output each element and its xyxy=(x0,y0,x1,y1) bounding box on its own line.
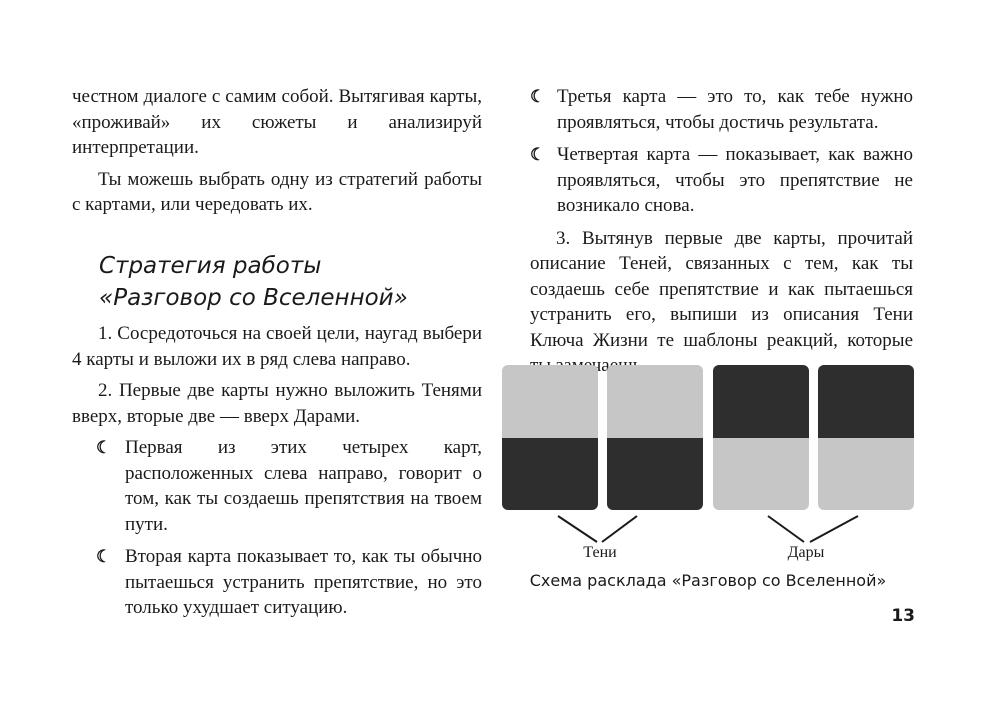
connector-line xyxy=(768,516,804,542)
section-heading xyxy=(99,250,479,314)
moon-bullet-icon: ☾ xyxy=(530,87,546,106)
connector-line xyxy=(810,516,858,542)
bullet-text: Третья карта — это то, как тебе нужно проявляться, чтобы достичь результата. xyxy=(557,86,913,133)
card-2-shadow xyxy=(607,365,703,510)
card-3-gift xyxy=(713,365,809,510)
card-1-shadow xyxy=(502,365,598,510)
page-number: 13 xyxy=(891,606,915,626)
label-gifts: Дары xyxy=(787,544,825,561)
connector-line xyxy=(558,516,597,542)
moon-bullet-icon: ☾ xyxy=(530,145,546,164)
diagram-caption: Схема расклада «Разговор со Вселенной» xyxy=(529,571,887,590)
card-bottom-half xyxy=(502,438,598,511)
card-bottom-half xyxy=(607,438,703,511)
bullet-second-card xyxy=(72,544,482,621)
card-spread-diagram xyxy=(502,365,914,510)
step-1: 1. Сосредоточься на своей цели, наугад выбери 4 карты и выложи их в ряд слева направо. xyxy=(72,323,482,370)
bullet-text: Вторая карта показывает то, как ты обычно пытаешься устранить препятствие, но это только ухудшает ситуацию. xyxy=(125,546,482,618)
bullet-text: Первая из этих четырех карт, расположенных слева направо, говорит о том, как ты создаешь препятствия на твоем пути. xyxy=(125,437,482,535)
step-2: 2. Первые две карты нужно выложить Тенями вверх, вторые две — вверх Дарами. xyxy=(72,380,482,427)
bullet-first-card xyxy=(72,435,482,537)
moon-bullet-icon: ☾ xyxy=(96,438,112,457)
bullet-fourth-card xyxy=(530,142,913,219)
card-top-half xyxy=(713,365,809,438)
intro-paragraph-2: Ты можешь выбрать одну из стратегий работы с картами, или чередовать их. xyxy=(72,168,482,215)
label-shadows: Тени xyxy=(583,544,617,561)
card-top-half xyxy=(818,365,914,438)
card-top-half xyxy=(607,365,703,438)
section-heading-line-2: «Разговор со Вселенной» xyxy=(99,285,408,311)
card-top-half xyxy=(502,365,598,438)
intro-paragraph-1: честном диалоге с самим собой. Вытягивая карты, «проживай» их сюжеты и анализируй интерпретации. xyxy=(72,86,482,158)
bullet-text: Четвертая карта — показывает, как важно проявляться, чтобы это препятствие не возникало снова. xyxy=(557,144,913,216)
section-heading-line-1: Стратегия работы xyxy=(99,253,322,279)
moon-bullet-icon: ☾ xyxy=(96,547,112,566)
connector-line xyxy=(602,516,637,542)
right-column xyxy=(530,84,913,385)
diagram-connector-lines xyxy=(502,510,914,550)
card-4-gift xyxy=(818,365,914,510)
card-bottom-half xyxy=(818,438,914,511)
step-3: 3. Вытянув первые две карты, прочитай описание Теней, связанных с тем, как ты создаешь себе препятствие и как пытаешься устранить его, выпиши из описания Тени Ключа Жизни те шаблоны реакций, которые замечаешь xyxy=(530,227,913,376)
steps-list xyxy=(72,321,482,628)
bullet-third-card xyxy=(530,84,913,135)
left-column xyxy=(72,84,482,224)
card-bottom-half xyxy=(713,438,809,511)
